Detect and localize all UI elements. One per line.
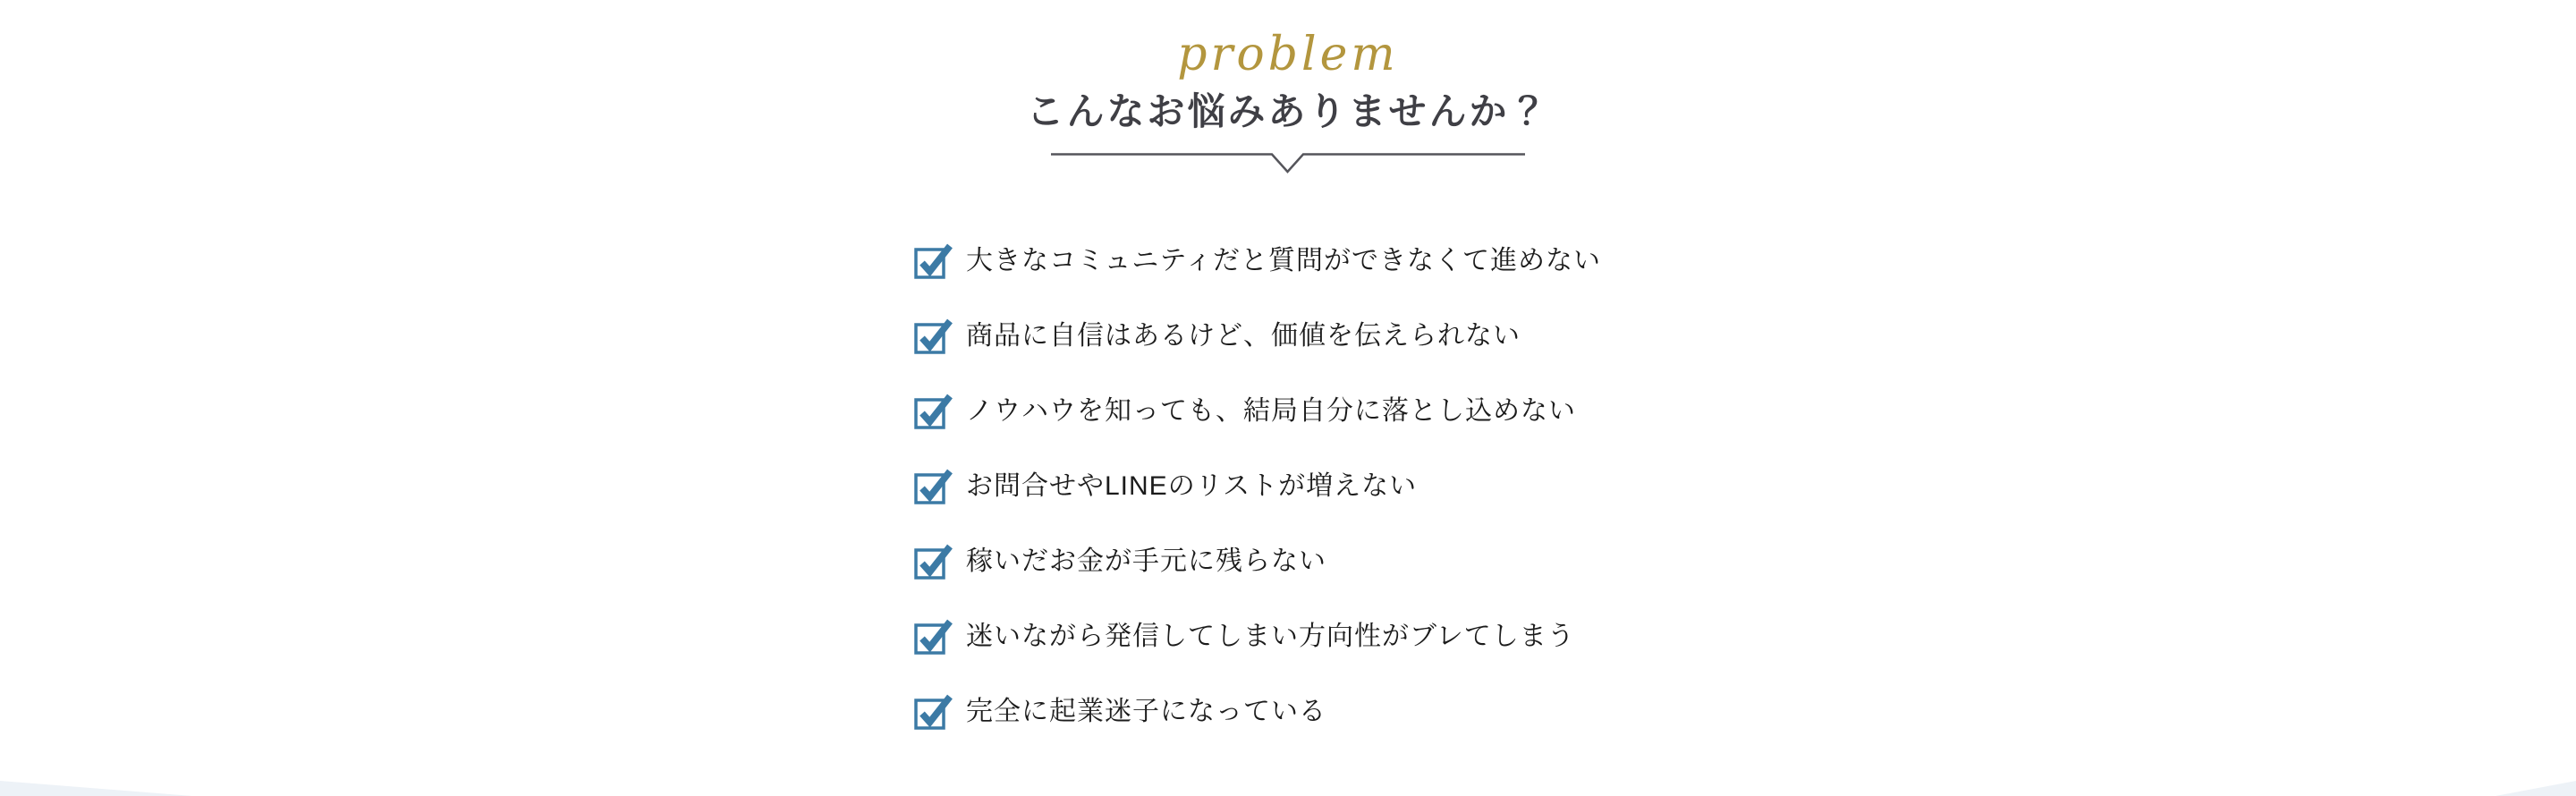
- chevron-down-icon: [1051, 155, 1525, 173]
- checked-checkbox-icon: [912, 692, 952, 732]
- section-eyebrow-script: problem: [1177, 28, 1399, 81]
- checklist-item: [912, 469, 1601, 504]
- checklist-item-label: 完全に起業迷子になっている: [966, 697, 1326, 726]
- checklist-item: [912, 544, 1601, 580]
- checklist-item-label: 大きなコミュニティだと質問ができなくて進めない: [966, 246, 1601, 275]
- checklist-item: [912, 394, 1601, 429]
- divider-chevron-line: [1051, 153, 1525, 176]
- checked-checkbox-icon: [912, 241, 952, 281]
- section-title: こんなお悩みありませんか？: [1026, 89, 1550, 133]
- checked-checkbox-icon: [912, 617, 952, 656]
- checklist-item-label: お問合せやLINEのリストが増えない: [966, 471, 1418, 501]
- checklist-item: [912, 619, 1601, 655]
- checklist-item-label: 商品に自信はあるけど、価値を伝えられない: [966, 321, 1521, 351]
- checklist-item: [912, 243, 1601, 279]
- checked-checkbox-icon: [912, 542, 952, 581]
- checked-checkbox-icon: [912, 317, 952, 356]
- checked-checkbox-icon: [912, 467, 952, 506]
- checklist-item-label: 稼いだお金が手元に残らない: [966, 546, 1326, 576]
- checklist-item-label: 迷いながら発信してしまい方向性がブレてしまう: [966, 622, 1575, 651]
- problem-checklist: [912, 243, 1601, 730]
- checked-checkbox-icon: [912, 392, 952, 431]
- checklist-item-label: ノウハウを知っても、結局自分に落とし込めない: [966, 396, 1576, 426]
- checklist-item: [912, 318, 1601, 354]
- next-section-corner-right: [2496, 781, 2576, 796]
- next-section-corner-left: [0, 781, 192, 796]
- checklist-item: [912, 694, 1601, 730]
